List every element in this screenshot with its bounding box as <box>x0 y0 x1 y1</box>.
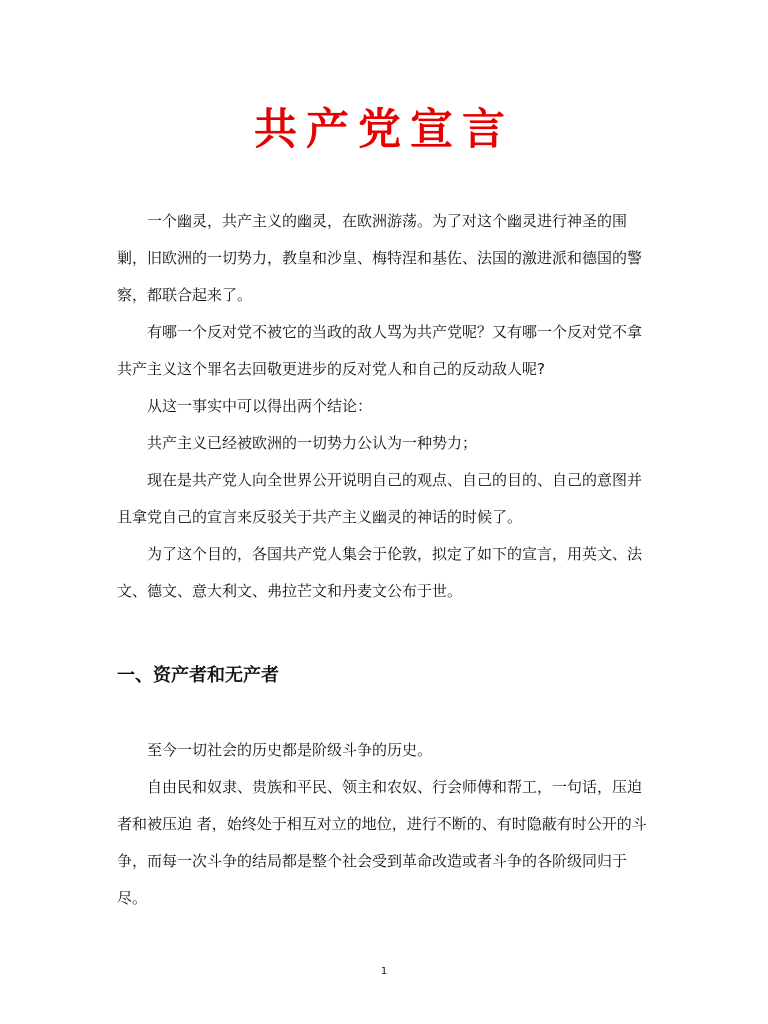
paragraph: 有哪一个反对党不被它的当政的敌人骂为共产党呢？又有哪一个反对党不拿共产主义这个罪名去回敬更进步的反对党人和自己的反动敌人呢? <box>117 323 643 378</box>
paragraph: 自由民和奴隶、贵族和平民、领主和农奴、行会师傅和帮工，一句话，压迫者和被压迫 者，始终处于相互对立的地位，进行不断的、有时隐蔽有时公开的斗争，而每一次斗争的结局都是整个社会受到革命改造或者斗争的各阶级同归于尽。 <box>117 778 647 907</box>
page-number: 1 <box>380 966 388 977</box>
intro-text <box>117 203 651 610</box>
paragraph: 至今一切社会的历史都是阶级斗争的历史。 <box>147 741 433 759</box>
section-heading: 一、资产者和无产者 <box>117 665 279 686</box>
paragraph: 共产主义已经被欧洲的一切势力公认为一种势力； <box>147 434 478 452</box>
document-title: 共产党宣言 <box>254 105 514 155</box>
paragraph: 一个幽灵，共产主义的幽灵，在欧洲游荡。为了对这个幽灵进行神圣的围剿，旧欧洲的一切势力，教皇和沙皇、梅特涅和基佐、法国的激进派和德国的警察，都联合起来了。 <box>117 212 643 304</box>
paragraph: 从这一事实中可以得出两个结论： <box>147 397 373 415</box>
section-text <box>117 732 651 917</box>
paragraph: 为了这个目的，各国共产党人集会于伦敦，拟定了如下的宣言，用英文、法文、德文、意大利文、弗拉芒文和丹麦文公布于世。 <box>117 545 643 600</box>
paragraph: 现在是共产党人向全世界公开说明自己的观点、自己的目的、自己的意图并且拿党自己的宣言来反驳关于共产主义幽灵的神话的时候了。 <box>117 471 643 526</box>
